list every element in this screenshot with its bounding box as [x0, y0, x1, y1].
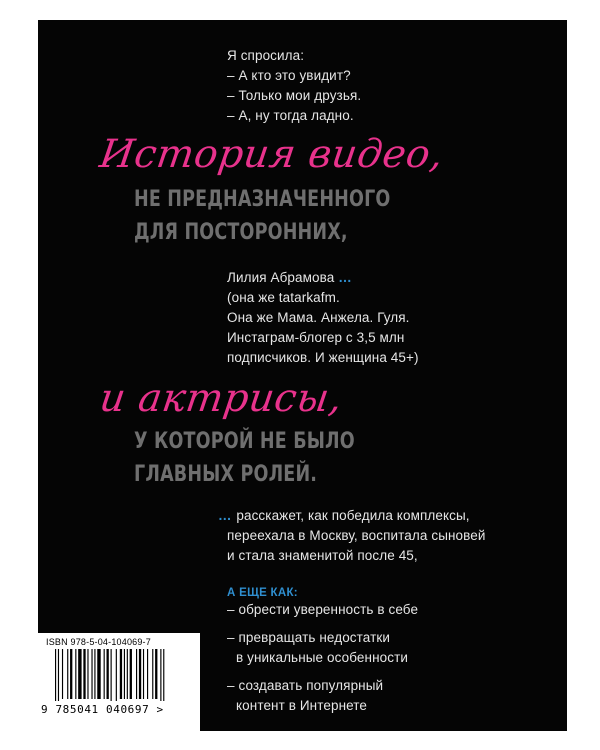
dialogue-line: – А, ну тогда ладно. [227, 108, 354, 123]
story-line: и стала знаменитой после 45, [227, 548, 418, 563]
list-item: – обрести уверенность в себе [227, 602, 419, 617]
author-line: Инстаграм-блогер с 3,5 млн [227, 330, 405, 345]
author-name-line [227, 268, 419, 288]
dialogue-block [227, 46, 361, 126]
barcode-panel [38, 633, 200, 731]
author-name: Лилия Абрамова [227, 270, 335, 285]
list-item: – создавать популярный [227, 678, 384, 693]
headline-caps-2a: У КОТОРОЙ НЕ БЫЛО [134, 428, 355, 454]
author-line: подписчиков. И женщина 45+) [227, 350, 419, 365]
author-line: Она же Мама. Анжела. Гуля. [227, 310, 410, 325]
headline-script-2: и актрисы, [96, 376, 346, 421]
headline-script-1: История видео, [96, 132, 447, 177]
list-item: – превращать недостатки [227, 630, 391, 645]
list-item-cont: в уникальные особенности [236, 650, 409, 665]
dialogue-line: Я спросила: [227, 48, 305, 63]
ellipsis-dots: … [338, 270, 353, 285]
headline-caps-1a: НЕ ПРЕДНАЗНАЧЕННОГО [134, 186, 391, 212]
headline-caps-1b: ДЛЯ ПОСТОРОННИХ, [134, 219, 348, 245]
story-text: расскажет, как победила комплексы, [236, 508, 470, 523]
also-list [227, 600, 418, 716]
story-line: переехала в Москву, воспитала сыновей [227, 528, 486, 543]
list-item-cont: контент в Интернете [236, 698, 368, 713]
story-first-line [218, 506, 486, 526]
author-line: (она же tatarkafm. [227, 290, 340, 305]
book-back-cover [38, 20, 567, 731]
headline-caps-2b: ГЛАВНЫХ РОЛЕЙ. [134, 461, 318, 487]
barcode-icon [53, 649, 188, 701]
dialogue-line: – А кто это увидит? [227, 68, 351, 83]
isbn-text: ISBN 978-5-04-104069-7 [46, 637, 151, 647]
ellipsis-dots: … [218, 508, 233, 523]
story-block [218, 506, 486, 566]
dialogue-line: – Только мои друзья. [227, 88, 362, 103]
author-block [227, 268, 419, 368]
barcode-digits: 9 785041 040697 > [41, 703, 164, 716]
also-heading: А ЕЩЕ КАК: [227, 587, 298, 599]
